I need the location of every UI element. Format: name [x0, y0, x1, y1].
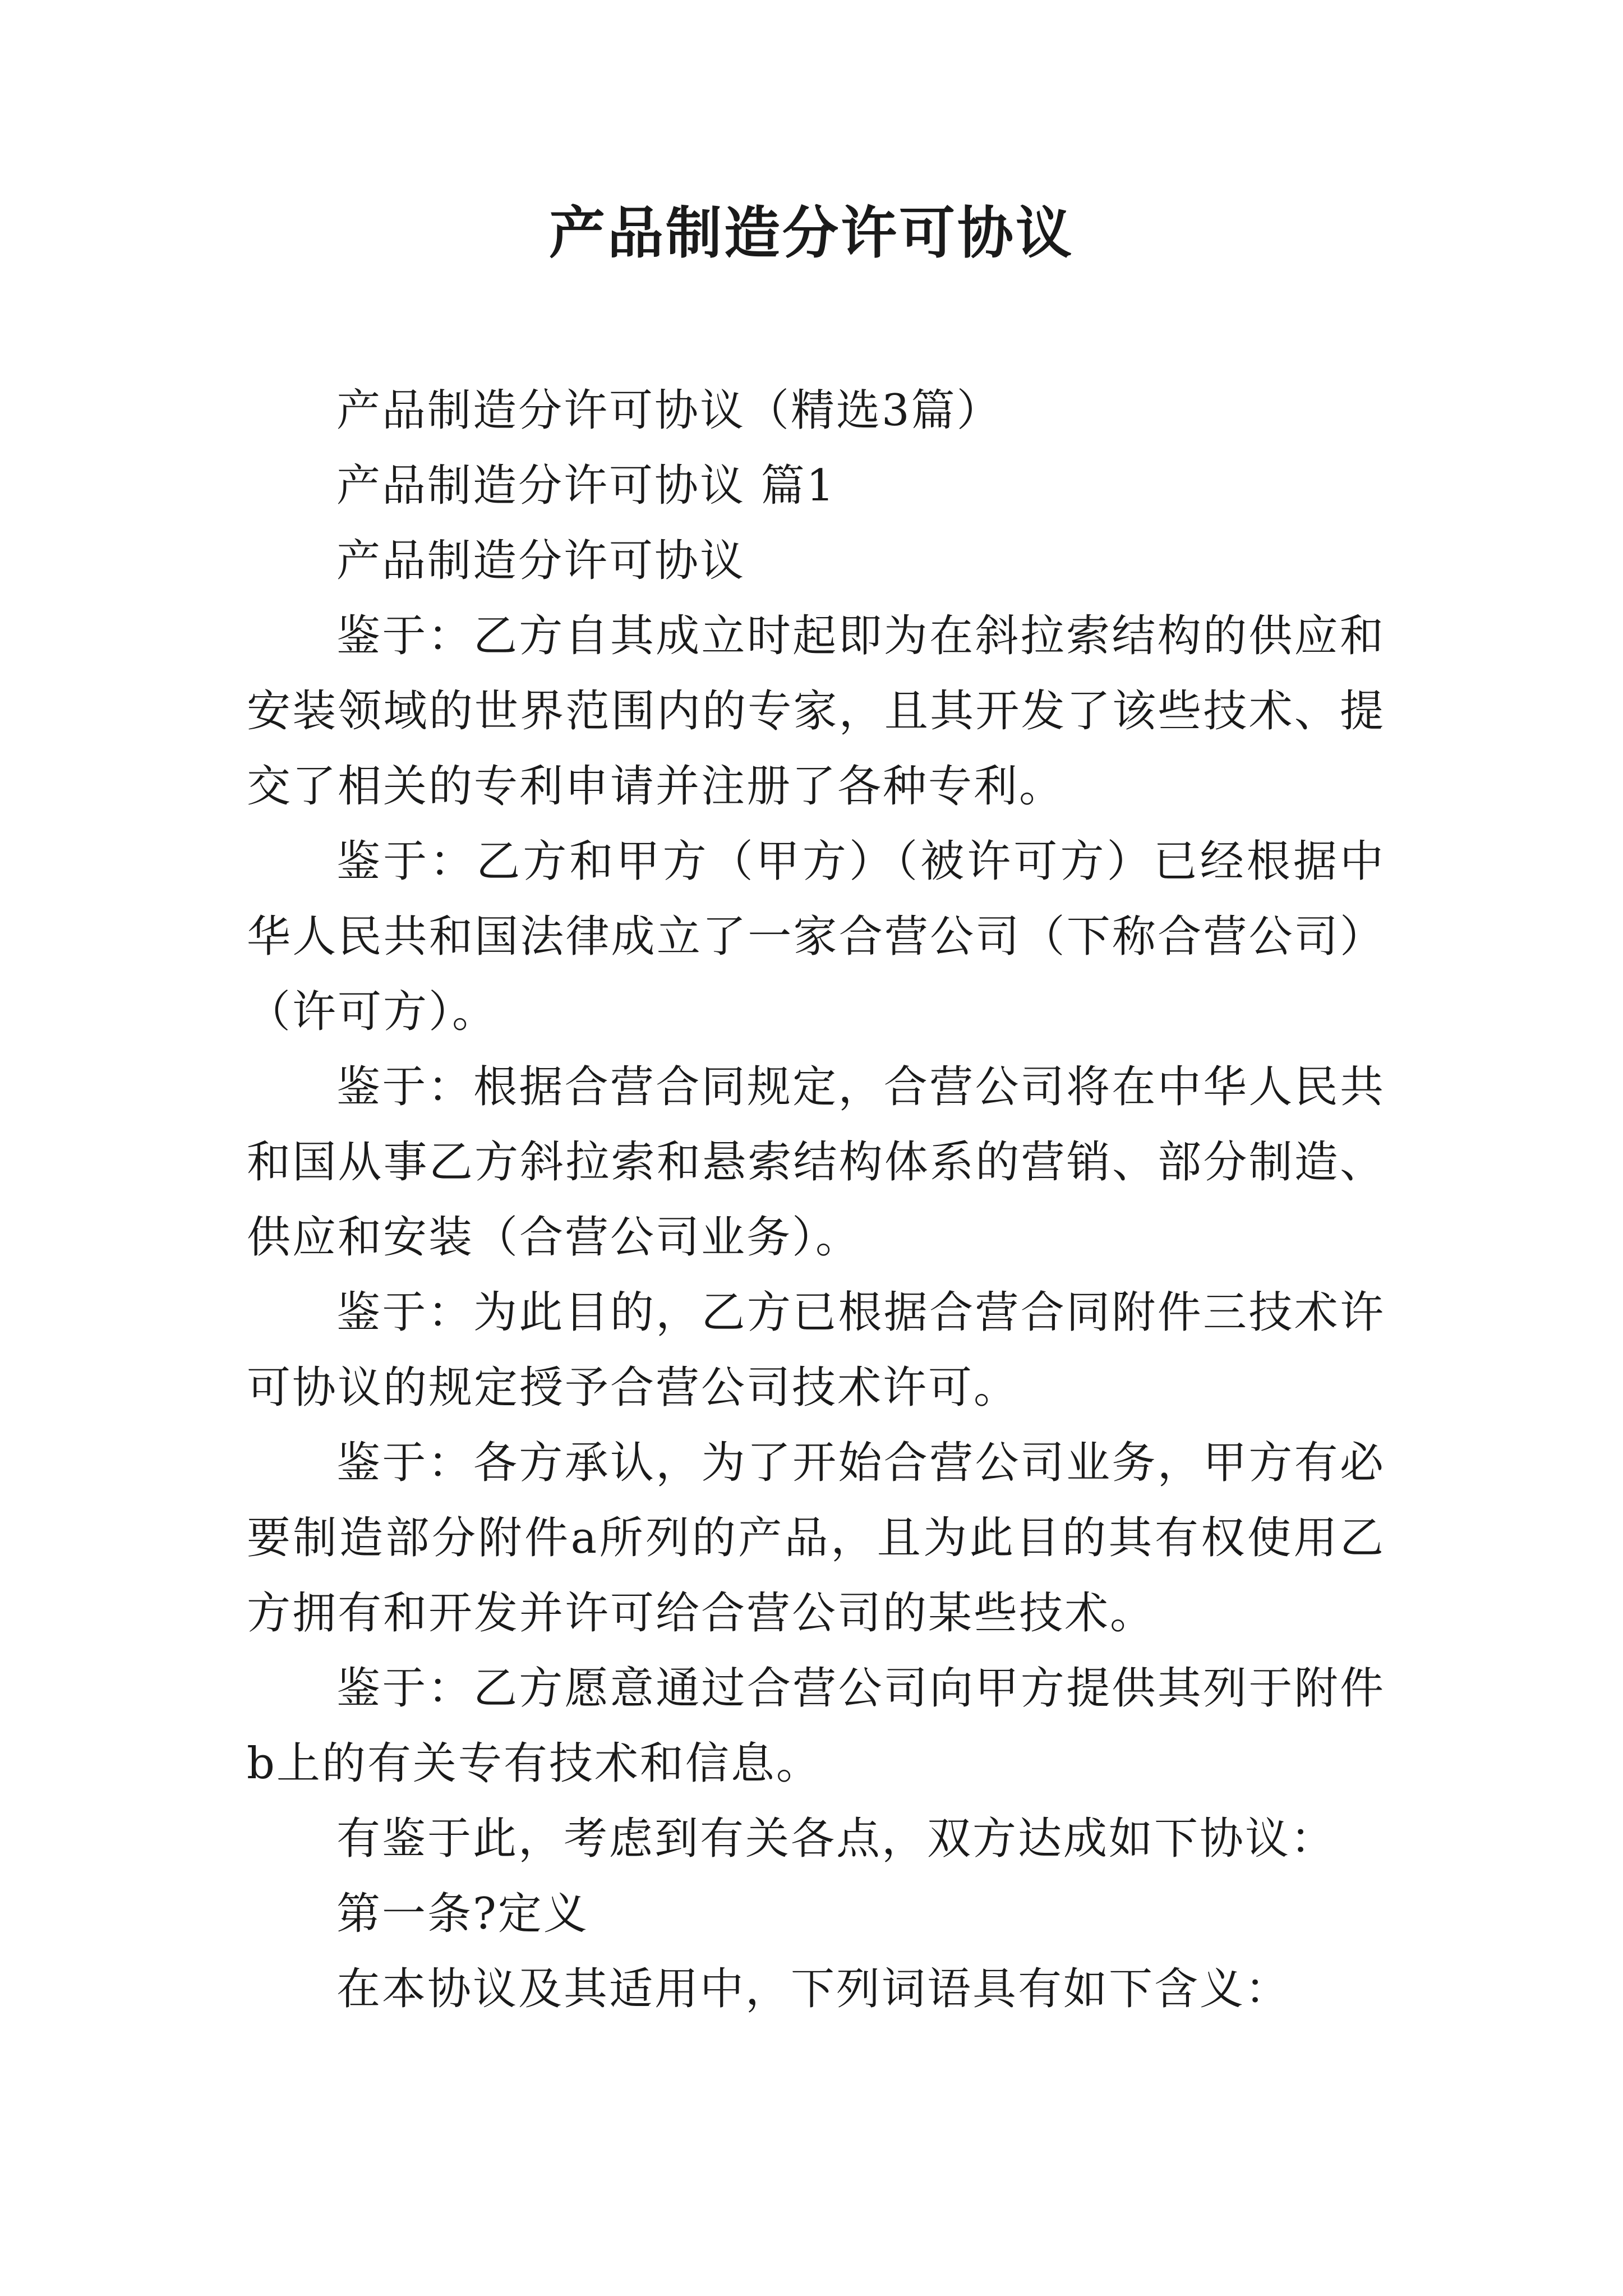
- paragraph-recital-3: 鉴于：根据合营合同规定，合营公司将在中华人民共和国从事乙方斜拉索和悬索结构体系的营销、部分制造、供应和安装（合营公司业务）。: [247, 1062, 1385, 1263]
- paragraph-agreement-clause: 有鉴于此，考虑到有关各点，双方达成如下协议：: [336, 1814, 1336, 1864]
- paragraph-recital-6: 鉴于：乙方愿意通过合营公司向甲方提供其列于附件b上的有关专有技术和信息。: [247, 1663, 1385, 1789]
- document-title: 产品制造分许可协议: [549, 200, 1074, 266]
- paragraph-recital-2: 鉴于：乙方和甲方（甲方）（被许可方）已经根据中华人民共和国法律成立了一家合营公司（下称合营公司）（许可方）。: [247, 836, 1385, 1037]
- document-body: [247, 373, 1385, 2027]
- paragraph-recital-1: 鉴于：乙方自其成立时起即为在斜拉索结构的供应和安装领域的世界范围内的专家，且其开发了该些技术、提交了相关的专利申请并注册了各种专利。: [247, 611, 1385, 812]
- paragraph-section-heading: 产品制造分许可协议 篇1: [336, 461, 836, 511]
- paragraph-article-1-heading: 第一条?定义: [336, 1889, 589, 1939]
- paragraph-recital-4: 鉴于：为此目的，乙方已根据合营合同附件三技术许可协议的规定授予合营公司技术许可。: [247, 1287, 1385, 1413]
- paragraph-definitions-intro: 在本协议及其适用中，下列词语具有如下含义：: [336, 1964, 1291, 2014]
- paragraph-agreement-name: 产品制造分许可协议: [336, 536, 746, 586]
- paragraph-subtitle: 产品制造分许可协议（精选3篇）: [336, 385, 1002, 436]
- paragraph-recital-5: 鉴于：各方承认，为了开始合营公司业务，甲方有必要制造部分附件a所列的产品，且为此目的其有权使用乙方拥有和开发并许可给合营公司的某些技术。: [247, 1438, 1385, 1639]
